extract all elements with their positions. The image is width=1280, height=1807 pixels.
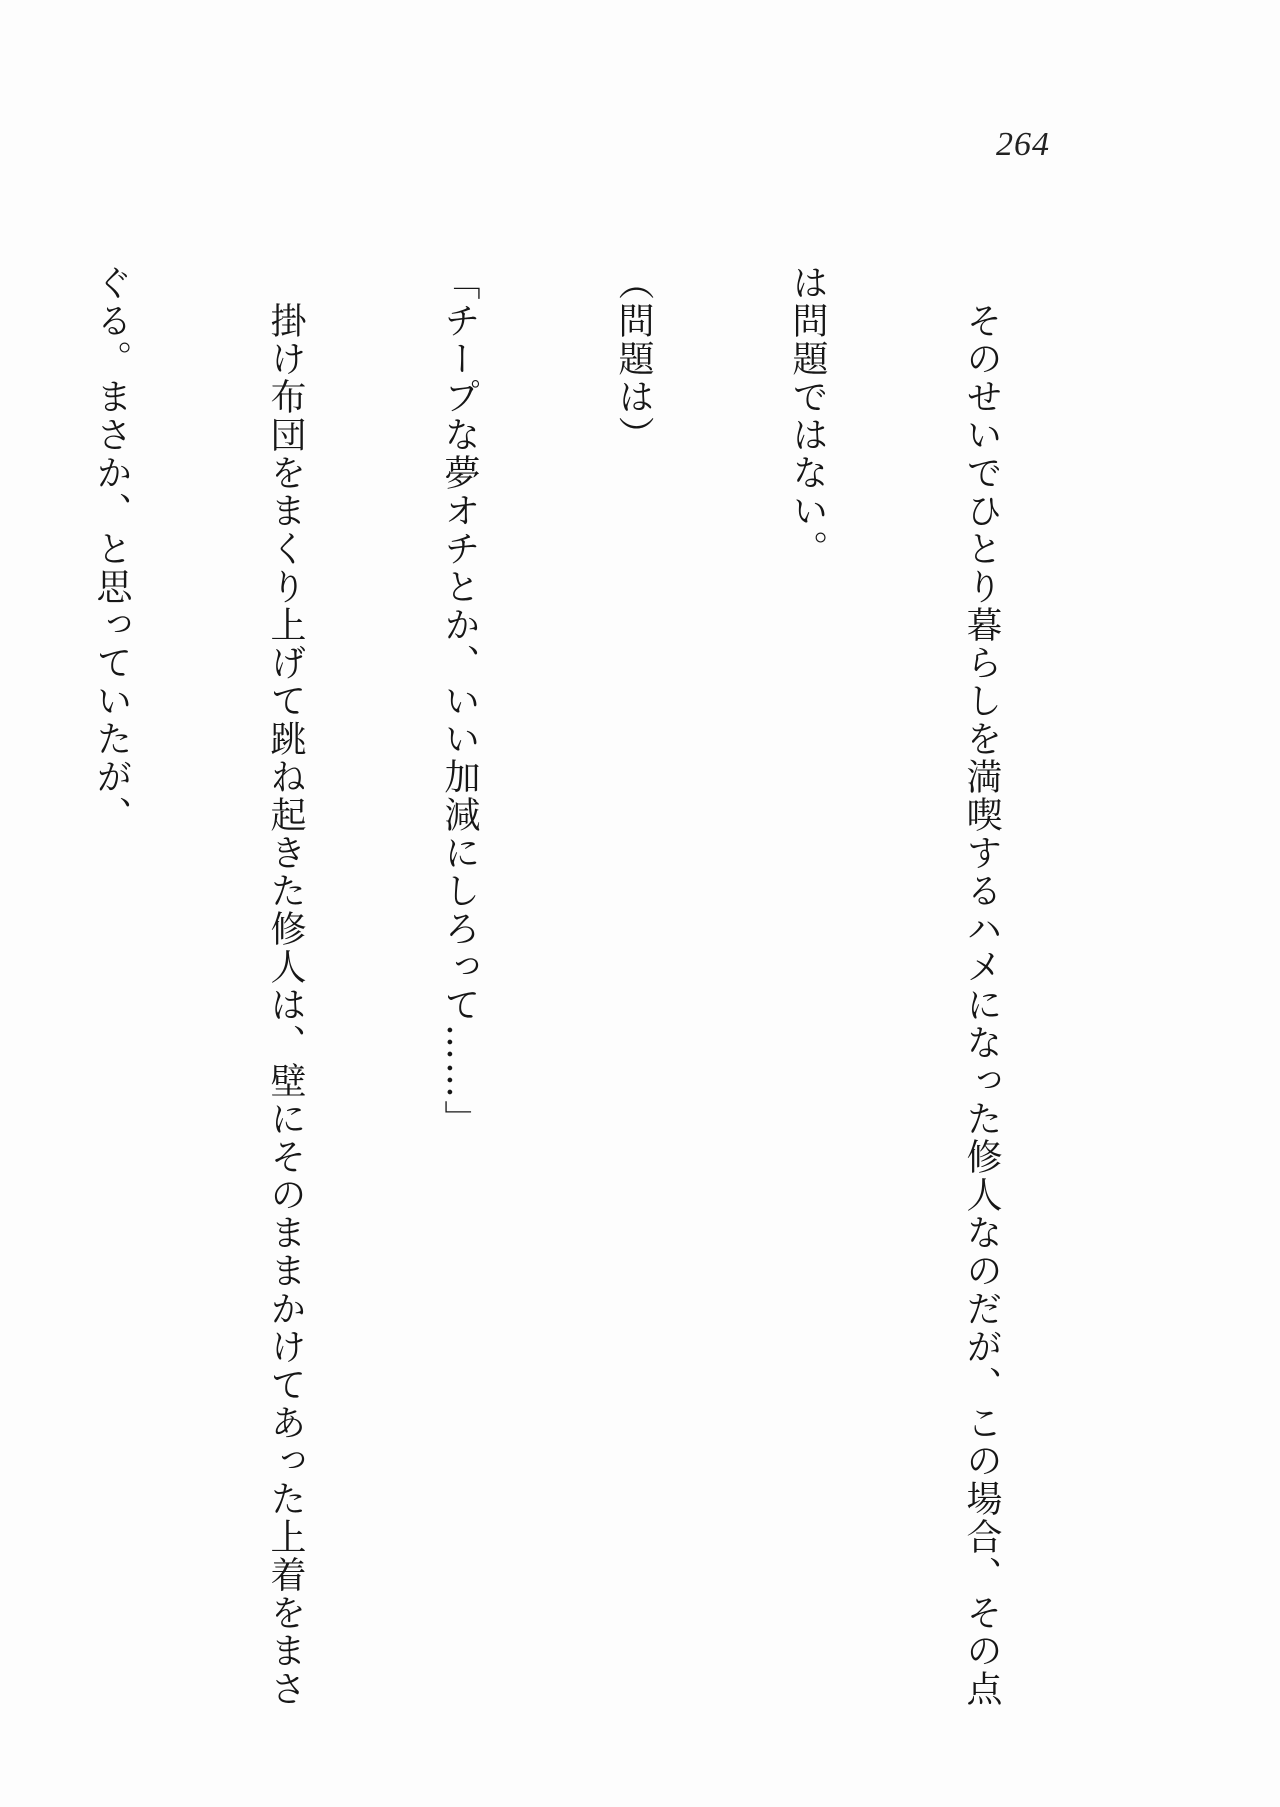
page-number: 264 <box>996 126 1050 163</box>
text-line: は問題ではない。 <box>787 264 828 568</box>
body-text <box>0 264 1126 1708</box>
text-line: （問題は） <box>613 264 654 454</box>
text-line: ぐる。まさか、と思っていたが、 <box>91 264 132 834</box>
text-line: 掛け布団をまくり上げて跳ね起きた修人は、壁にそのままかけてあった上着をまさ <box>265 264 306 1708</box>
text-line: 「チープな夢オチとか、いい加減にしろって……」 <box>439 264 480 1138</box>
text-line: そのせいでひとり暮らしを満喫するハメになった修人なのだが、この場合、その点 <box>961 264 1002 1708</box>
